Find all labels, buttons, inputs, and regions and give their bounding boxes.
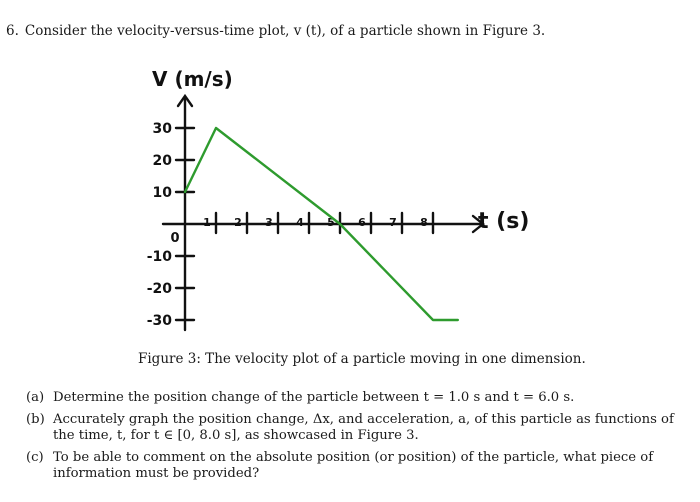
question-parts [26,390,694,488]
x-tick-label: 6 [358,216,366,229]
y-tick-label: -30 [146,313,172,329]
part-a-text: Determine the position change of the particle between t = 1.0 s and t = 6.0 s. [53,390,575,405]
y-tick-label: 10 [152,185,172,201]
x-tick-label: 0 [170,231,180,246]
x-tick-label: 4 [296,216,304,229]
part-a-label: (a) [26,390,45,405]
figure-caption: Figure 3: The velocity plot of a particle moving in one dimension. [138,351,586,367]
x-tick-label: 2 [234,216,242,229]
part-b-label: (b) [26,412,45,427]
x-tick-label: 8 [420,216,428,229]
x-axis-label: t (s) [478,209,530,234]
x-tick-label: 7 [389,216,397,229]
chart-axes [163,96,483,330]
x-tick-label: 5 [327,216,335,229]
y-tick-label: -20 [146,281,172,297]
part-b [26,412,694,444]
x-tick-label: 1 [203,216,211,229]
part-c-label: (c) [26,450,44,465]
question-intro: Consider the velocity-versus-time plot, v (t), of a particle shown in Figure 3. [24,23,546,39]
part-b-text: Accurately graph the position change, Δx, and acceleration, a, of this particle as functions of the time, t, for t ∈ [0, 8.0 s], as showcased in Figure 3. [53,412,674,443]
part-c [26,450,694,482]
y-tick-label: -10 [146,249,172,265]
x-tick-label: 3 [265,216,273,229]
y-tick-label: 20 [152,153,172,169]
part-c-text: To be able to comment on the absolute position (or position) of the particle, what piece of information must be provided? [53,450,654,481]
question-number: 6. [6,23,19,39]
y-tick-label: 30 [152,121,172,137]
part-a [26,390,694,406]
y-axis-label: V (m/s) [152,67,233,91]
x-tick-labels [170,213,433,246]
